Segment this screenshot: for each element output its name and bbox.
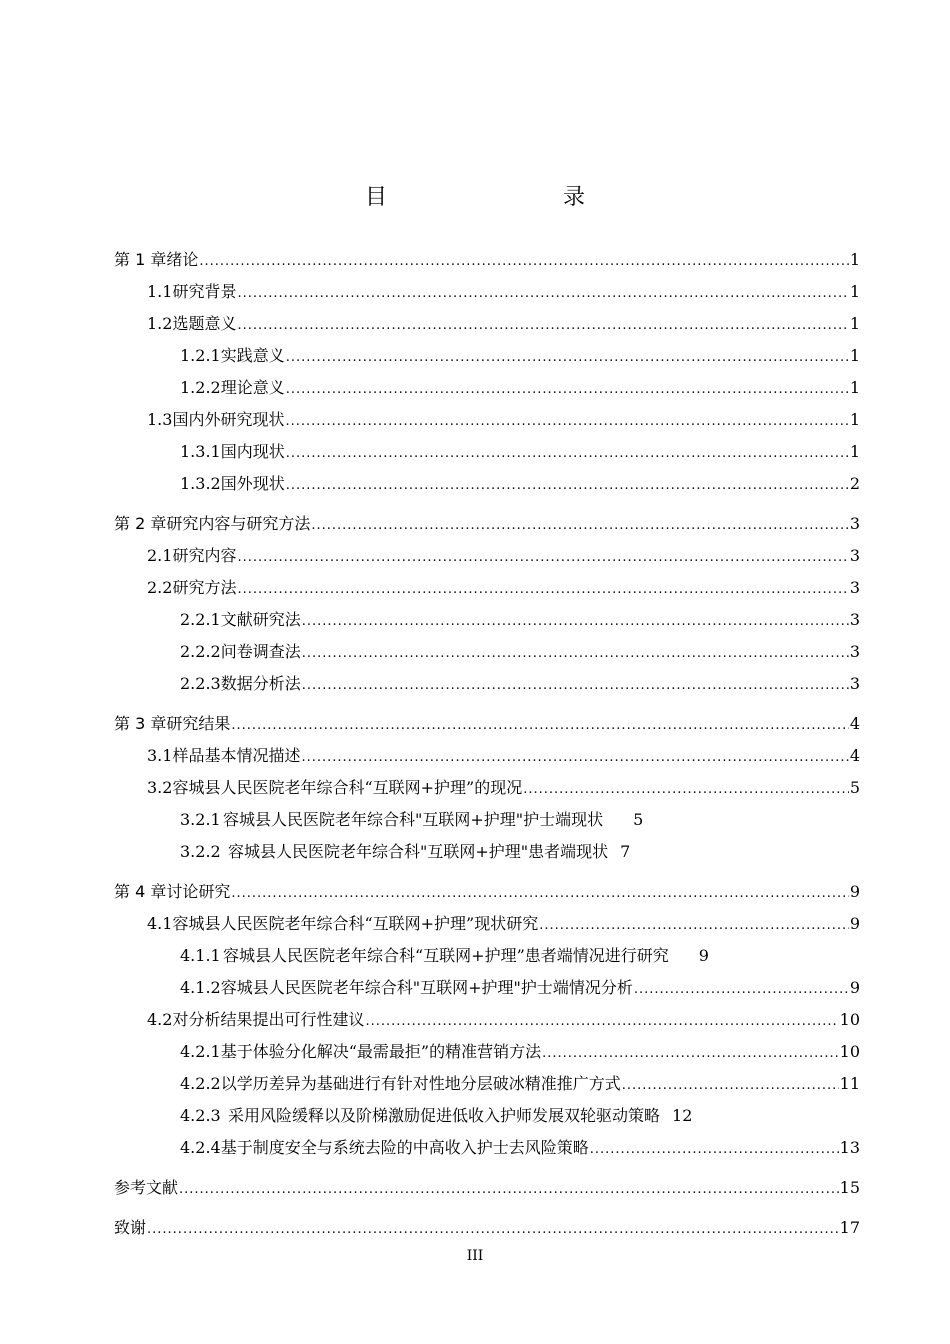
toc-text: 容城县人民医院老年综合科“互联网+护理”患者端情况进行研究 <box>223 946 669 965</box>
toc-number: 4.2.2 <box>180 1074 221 1093</box>
toc-page: 3 <box>849 578 860 597</box>
toc-entry[interactable] <box>114 804 860 836</box>
toc-entry[interactable] <box>114 1100 860 1132</box>
toc-entry[interactable] <box>114 340 860 372</box>
toc-page: 3 <box>849 642 860 661</box>
toc-entry[interactable] <box>114 604 860 636</box>
toc-entry[interactable] <box>114 908 860 940</box>
toc-text: 研究内容 <box>172 546 237 565</box>
toc-entry[interactable] <box>114 436 860 468</box>
toc-page: 1 <box>849 250 860 269</box>
toc-number: 1.2.1 <box>180 346 221 365</box>
toc-entry[interactable] <box>114 372 860 404</box>
toc-number: 4.2.3 <box>180 1106 221 1125</box>
dot-leader <box>302 612 849 632</box>
table-of-contents <box>114 244 860 1244</box>
toc-entry[interactable] <box>114 972 860 1004</box>
toc-number: 3.1 <box>147 746 173 765</box>
toc-number: 4.1 <box>147 914 173 933</box>
toc-text: 绪论 <box>166 250 199 269</box>
toc-page: 9 <box>849 914 860 933</box>
toc-number: 2.2.1 <box>180 610 221 629</box>
dot-leader <box>286 444 849 464</box>
toc-page: 3 <box>849 610 860 629</box>
toc-number: 第 2 章 <box>114 514 167 533</box>
toc-text: 研究内容与研究方法 <box>166 514 311 533</box>
dot-leader <box>301 748 848 768</box>
toc-page: 10 <box>839 1010 860 1029</box>
toc-text: 参考文献 <box>114 1178 179 1197</box>
toc-page: 1 <box>849 442 860 461</box>
toc-entry[interactable] <box>114 540 860 572</box>
toc-page: 5 <box>849 778 860 797</box>
toc-page: 3 <box>849 674 860 693</box>
toc-text: 国外现状 <box>220 474 285 493</box>
toc-text: 理论意义 <box>220 378 285 397</box>
dot-leader <box>302 644 849 664</box>
toc-page: 4 <box>849 746 860 765</box>
toc-entry[interactable] <box>114 636 860 668</box>
toc-entry[interactable] <box>114 740 860 772</box>
dot-leader <box>231 716 848 736</box>
dot-leader <box>286 476 849 496</box>
toc-page: 4 <box>849 714 860 733</box>
toc-text: 容城县人民医院老年综合科“互联网+护理”的现况 <box>172 778 523 797</box>
toc-entry[interactable] <box>114 1004 860 1036</box>
toc-entry[interactable] <box>114 1132 860 1164</box>
toc-text: 致谢 <box>114 1218 147 1237</box>
toc-number: 第 3 章 <box>114 714 167 733</box>
toc-text: 问卷调查法 <box>220 642 301 661</box>
toc-page: 1 <box>849 378 860 397</box>
dot-leader <box>311 516 848 536</box>
dot-leader <box>286 380 849 400</box>
toc-entry[interactable] <box>114 308 860 340</box>
toc-text: 讨论研究 <box>166 882 231 901</box>
dot-leader <box>365 1012 838 1032</box>
toc-text: 国内现状 <box>220 442 285 461</box>
dot-leader <box>523 780 849 800</box>
toc-text: 容城县人民医院老年综合科"互联网+护理"护士端情况分析 <box>220 978 633 997</box>
toc-number: 1.1 <box>147 282 173 301</box>
toc-page: 12 <box>672 1106 693 1125</box>
toc-page: 3 <box>849 514 860 533</box>
toc-text: 以学历差异为基础进行有针对性地分层破冰精准推广方式 <box>220 1074 621 1093</box>
dot-leader <box>285 412 848 432</box>
toc-number: 第 1 章 <box>114 250 167 269</box>
dot-leader <box>179 1180 839 1200</box>
toc-entry[interactable] <box>114 468 860 500</box>
toc-number: 2.2.2 <box>180 642 221 661</box>
toc-text: 基于制度安全与系统去险的中高收入护士去风险策略 <box>220 1138 589 1157</box>
toc-number: 4.2 <box>147 1010 173 1029</box>
dot-leader <box>199 252 848 272</box>
toc-text: 研究方法 <box>172 578 237 597</box>
toc-page: 2 <box>849 474 860 493</box>
toc-text: 选题意义 <box>172 314 237 333</box>
dot-leader <box>622 1076 839 1096</box>
toc-number: 2.1 <box>147 546 173 565</box>
toc-page: 1 <box>849 346 860 365</box>
toc-entry[interactable] <box>114 1036 860 1068</box>
dot-leader <box>286 348 849 368</box>
toc-page: 15 <box>839 1178 860 1197</box>
toc-entry[interactable] <box>114 940 860 972</box>
toc-number: 1.2 <box>147 314 173 333</box>
toc-text: 基于体验分化解决“最需最拒”的精准营销方法 <box>220 1042 542 1061</box>
dot-leader <box>590 1140 839 1160</box>
toc-text: 容城县人民医院老年综合科"互联网+护理"护士端现状 <box>223 810 604 829</box>
toc-text: 研究结果 <box>166 714 231 733</box>
dot-leader <box>634 980 849 1000</box>
toc-number: 4.1.2 <box>180 978 221 997</box>
toc-entry[interactable] <box>114 404 860 436</box>
toc-text: 国内外研究现状 <box>172 410 285 429</box>
toc-page: 5 <box>633 810 644 829</box>
dot-leader <box>237 284 848 304</box>
toc-entry[interactable] <box>114 836 860 868</box>
toc-number: 3.2 <box>147 778 173 797</box>
toc-page: 9 <box>698 946 709 965</box>
toc-text: 实践意义 <box>220 346 285 365</box>
toc-page: 7 <box>620 842 631 861</box>
toc-page: 9 <box>849 882 860 901</box>
toc-number: 1.3.1 <box>180 442 221 461</box>
toc-number: 3.2.1 <box>180 810 221 829</box>
toc-number: 4.1.1 <box>180 946 221 965</box>
toc-number: 第 4 章 <box>114 882 167 901</box>
dot-leader <box>237 580 848 600</box>
toc-entry[interactable] <box>114 244 860 276</box>
toc-page: 11 <box>839 1074 860 1093</box>
toc-entry[interactable] <box>114 508 860 540</box>
toc-entry[interactable] <box>114 276 860 308</box>
toc-number: 1.3.2 <box>180 474 221 493</box>
dot-leader <box>231 884 848 904</box>
toc-page: 9 <box>849 978 860 997</box>
dot-leader <box>237 316 848 336</box>
toc-entry[interactable] <box>114 1068 860 1100</box>
toc-number: 1.2.2 <box>180 378 221 397</box>
toc-page: 1 <box>849 410 860 429</box>
dot-leader <box>539 916 849 936</box>
toc-text: 数据分析法 <box>220 674 301 693</box>
toc-entry[interactable] <box>114 876 860 908</box>
toc-text: 研究背景 <box>172 282 237 301</box>
toc-entry[interactable] <box>114 572 860 604</box>
toc-number: 2.2.3 <box>180 674 221 693</box>
toc-entry-references[interactable] <box>114 1172 860 1204</box>
toc-entry-acknowledgements[interactable] <box>114 1212 860 1244</box>
toc-page: 10 <box>839 1042 860 1061</box>
toc-page: 3 <box>849 546 860 565</box>
toc-entry[interactable] <box>114 772 860 804</box>
dot-leader <box>237 548 848 568</box>
toc-text: 样品基本情况描述 <box>172 746 301 765</box>
toc-number: 4.2.4 <box>180 1138 221 1157</box>
toc-text: 容城县人民医院老年综合科“互联网+护理”现状研究 <box>172 914 539 933</box>
toc-entry[interactable] <box>114 708 860 740</box>
toc-number: 2.2 <box>147 578 173 597</box>
page-number-footer: III <box>466 1248 484 1264</box>
toc-page: 1 <box>849 282 860 301</box>
toc-page: 13 <box>839 1138 860 1157</box>
toc-text: 采用风险缓释以及阶梯激励促进低收入护师发展双轮驱动策略 <box>228 1106 661 1125</box>
toc-number: 3.2.2 <box>180 842 221 861</box>
toc-entry[interactable] <box>114 668 860 700</box>
page-title: 目 录 <box>364 185 629 210</box>
dot-leader <box>542 1044 839 1064</box>
dot-leader <box>302 676 849 696</box>
toc-number: 4.2.1 <box>180 1042 221 1061</box>
toc-text: 文献研究法 <box>220 610 301 629</box>
toc-number: 1.3 <box>147 410 173 429</box>
toc-text: 容城县人民医院老年综合科"互联网+护理"患者端现状 <box>228 842 609 861</box>
toc-text: 对分析结果提出可行性建议 <box>172 1010 365 1029</box>
toc-page: 1 <box>849 314 860 333</box>
toc-page: 17 <box>839 1218 860 1237</box>
dot-leader <box>147 1220 839 1240</box>
